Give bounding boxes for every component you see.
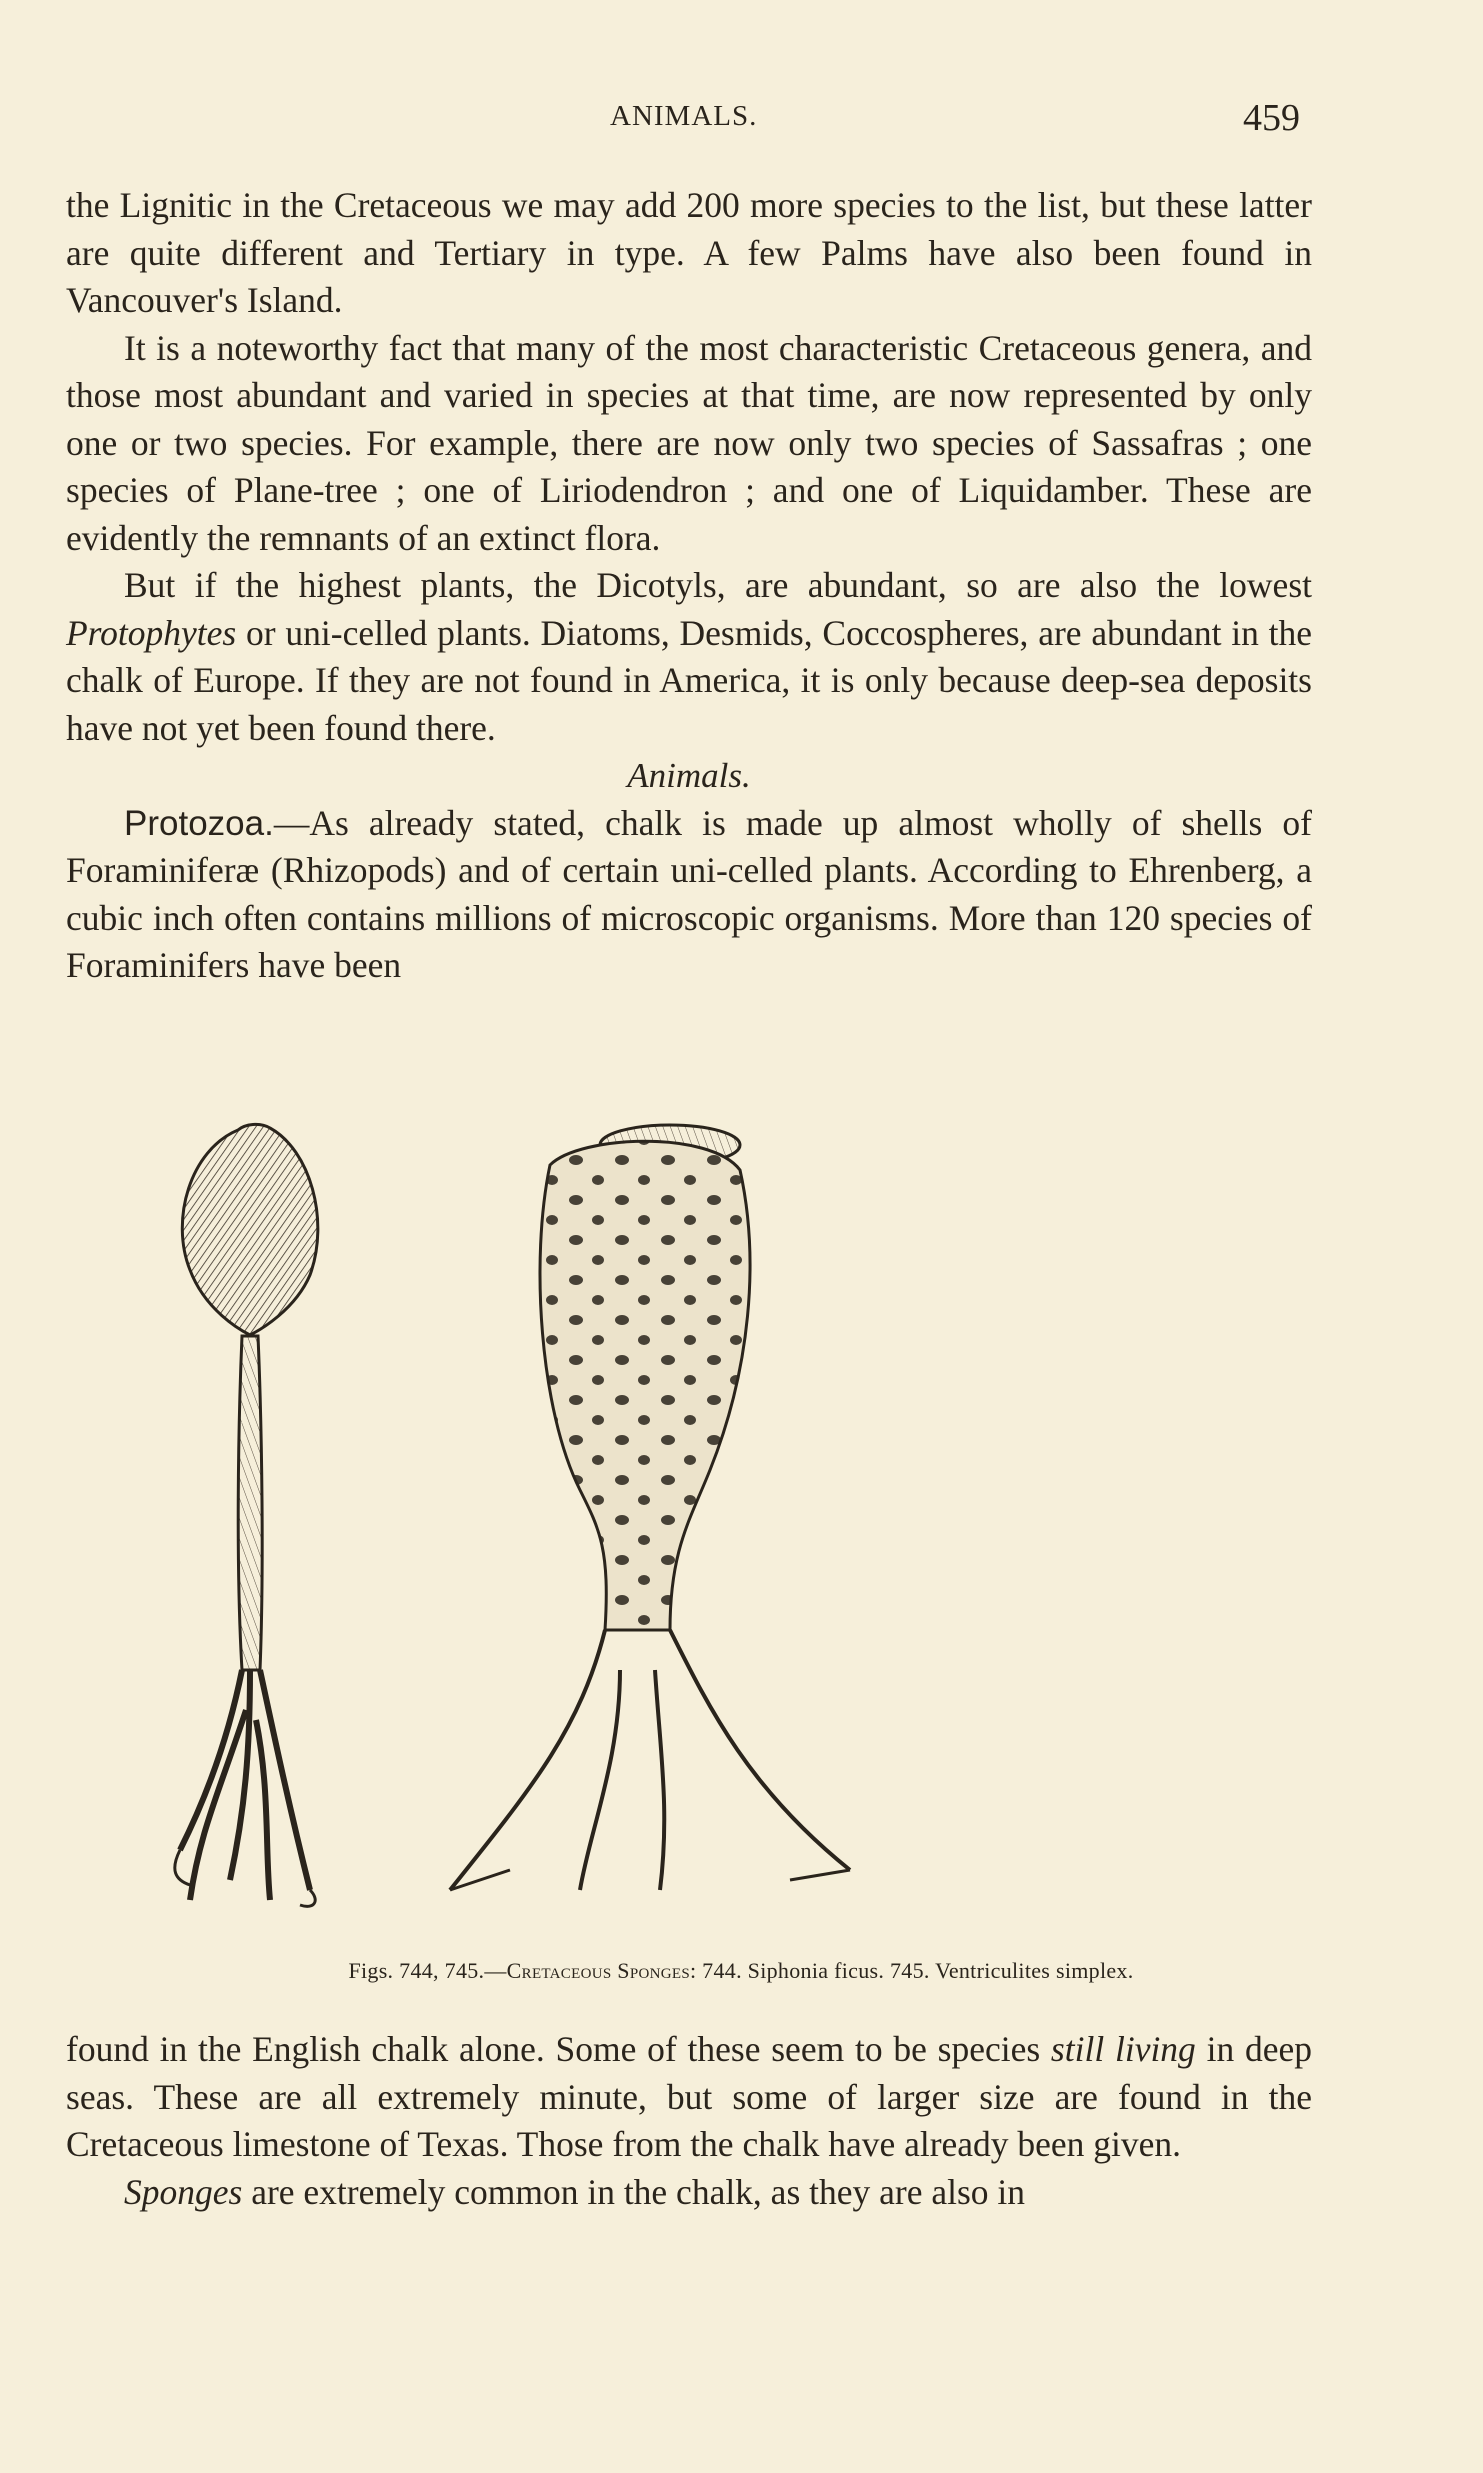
paragraph-1: the Lignitic in the Cretaceous we may add 200 more species to the list, but these latter are quite different and Tertiary in type. A few Palms have also been found in Vancouver's Island. (66, 185, 1312, 320)
ventriculites-simplex-illustration (450, 1125, 850, 1890)
paragraph-sponges: Sponges are extremely common in the chalk, as they are also in (124, 2171, 1026, 2212)
sponges-term: Sponges (124, 2171, 243, 2212)
section-heading-animals: Animals. (627, 756, 751, 795)
paragraph-3: But if the highest plants, the Dicotyls, are abundant, so are also the lowest Protophytes or uni-celled plants. Diatoms, Desmids, Coccospheres, are abundant in the chalk of Europe. If they are not found in America, it is only because deep-sea deposits have not yet been found there. (66, 565, 1312, 748)
protophytes-term: Protophytes (66, 612, 237, 653)
running-head: ANIMALS. (610, 100, 758, 132)
figure-cretaceous-sponges (150, 1110, 1250, 1950)
body-text-bottom (66, 2026, 1312, 2216)
paragraph-protozoa: Protozoa.—As already stated, chalk is made up almost wholly of shells of Foraminiferæ (Rhizopods) and of certain uni-celled plants. According to Ehrenberg, a cubic inch often contains millions of microscopic organisms. More than 120 species of Foraminifers have been (66, 802, 1312, 985)
siphonia-ficus-illustration (175, 1124, 318, 1906)
body-text-top (66, 182, 1312, 990)
page-header (0, 96, 1483, 146)
paragraph-2: It is a noteworthy fact that many of the most characteristic Cretaceous genera, and those most abundant and varied in species at that time, are now represented by only one or two species. For example, there are now only two species of Sassafras ; one species of Plane-tree ; one of Liriodendron ; and one of Liquidamber. These are evidently the remnants of an extinct flora. (66, 327, 1312, 558)
still-living-term: still living (1050, 2029, 1196, 2069)
paragraph-english-chalk: found in the English chalk alone. Some of these seem to be species still living in deep seas. These are all extremely minute, but some of larger size are found in the Cretaceous limestone of Texas. Those from the chalk have already been given. (66, 2029, 1312, 2164)
figure-caption: Figs. 744, 745.—Cretaceous Sponges: 744. Siphonia ficus. 745. Ventriculites simplex. (348, 1958, 1134, 1983)
run-in-heading-protozoa: Protozoa. (124, 803, 274, 843)
page-number: 459 (1243, 97, 1300, 139)
